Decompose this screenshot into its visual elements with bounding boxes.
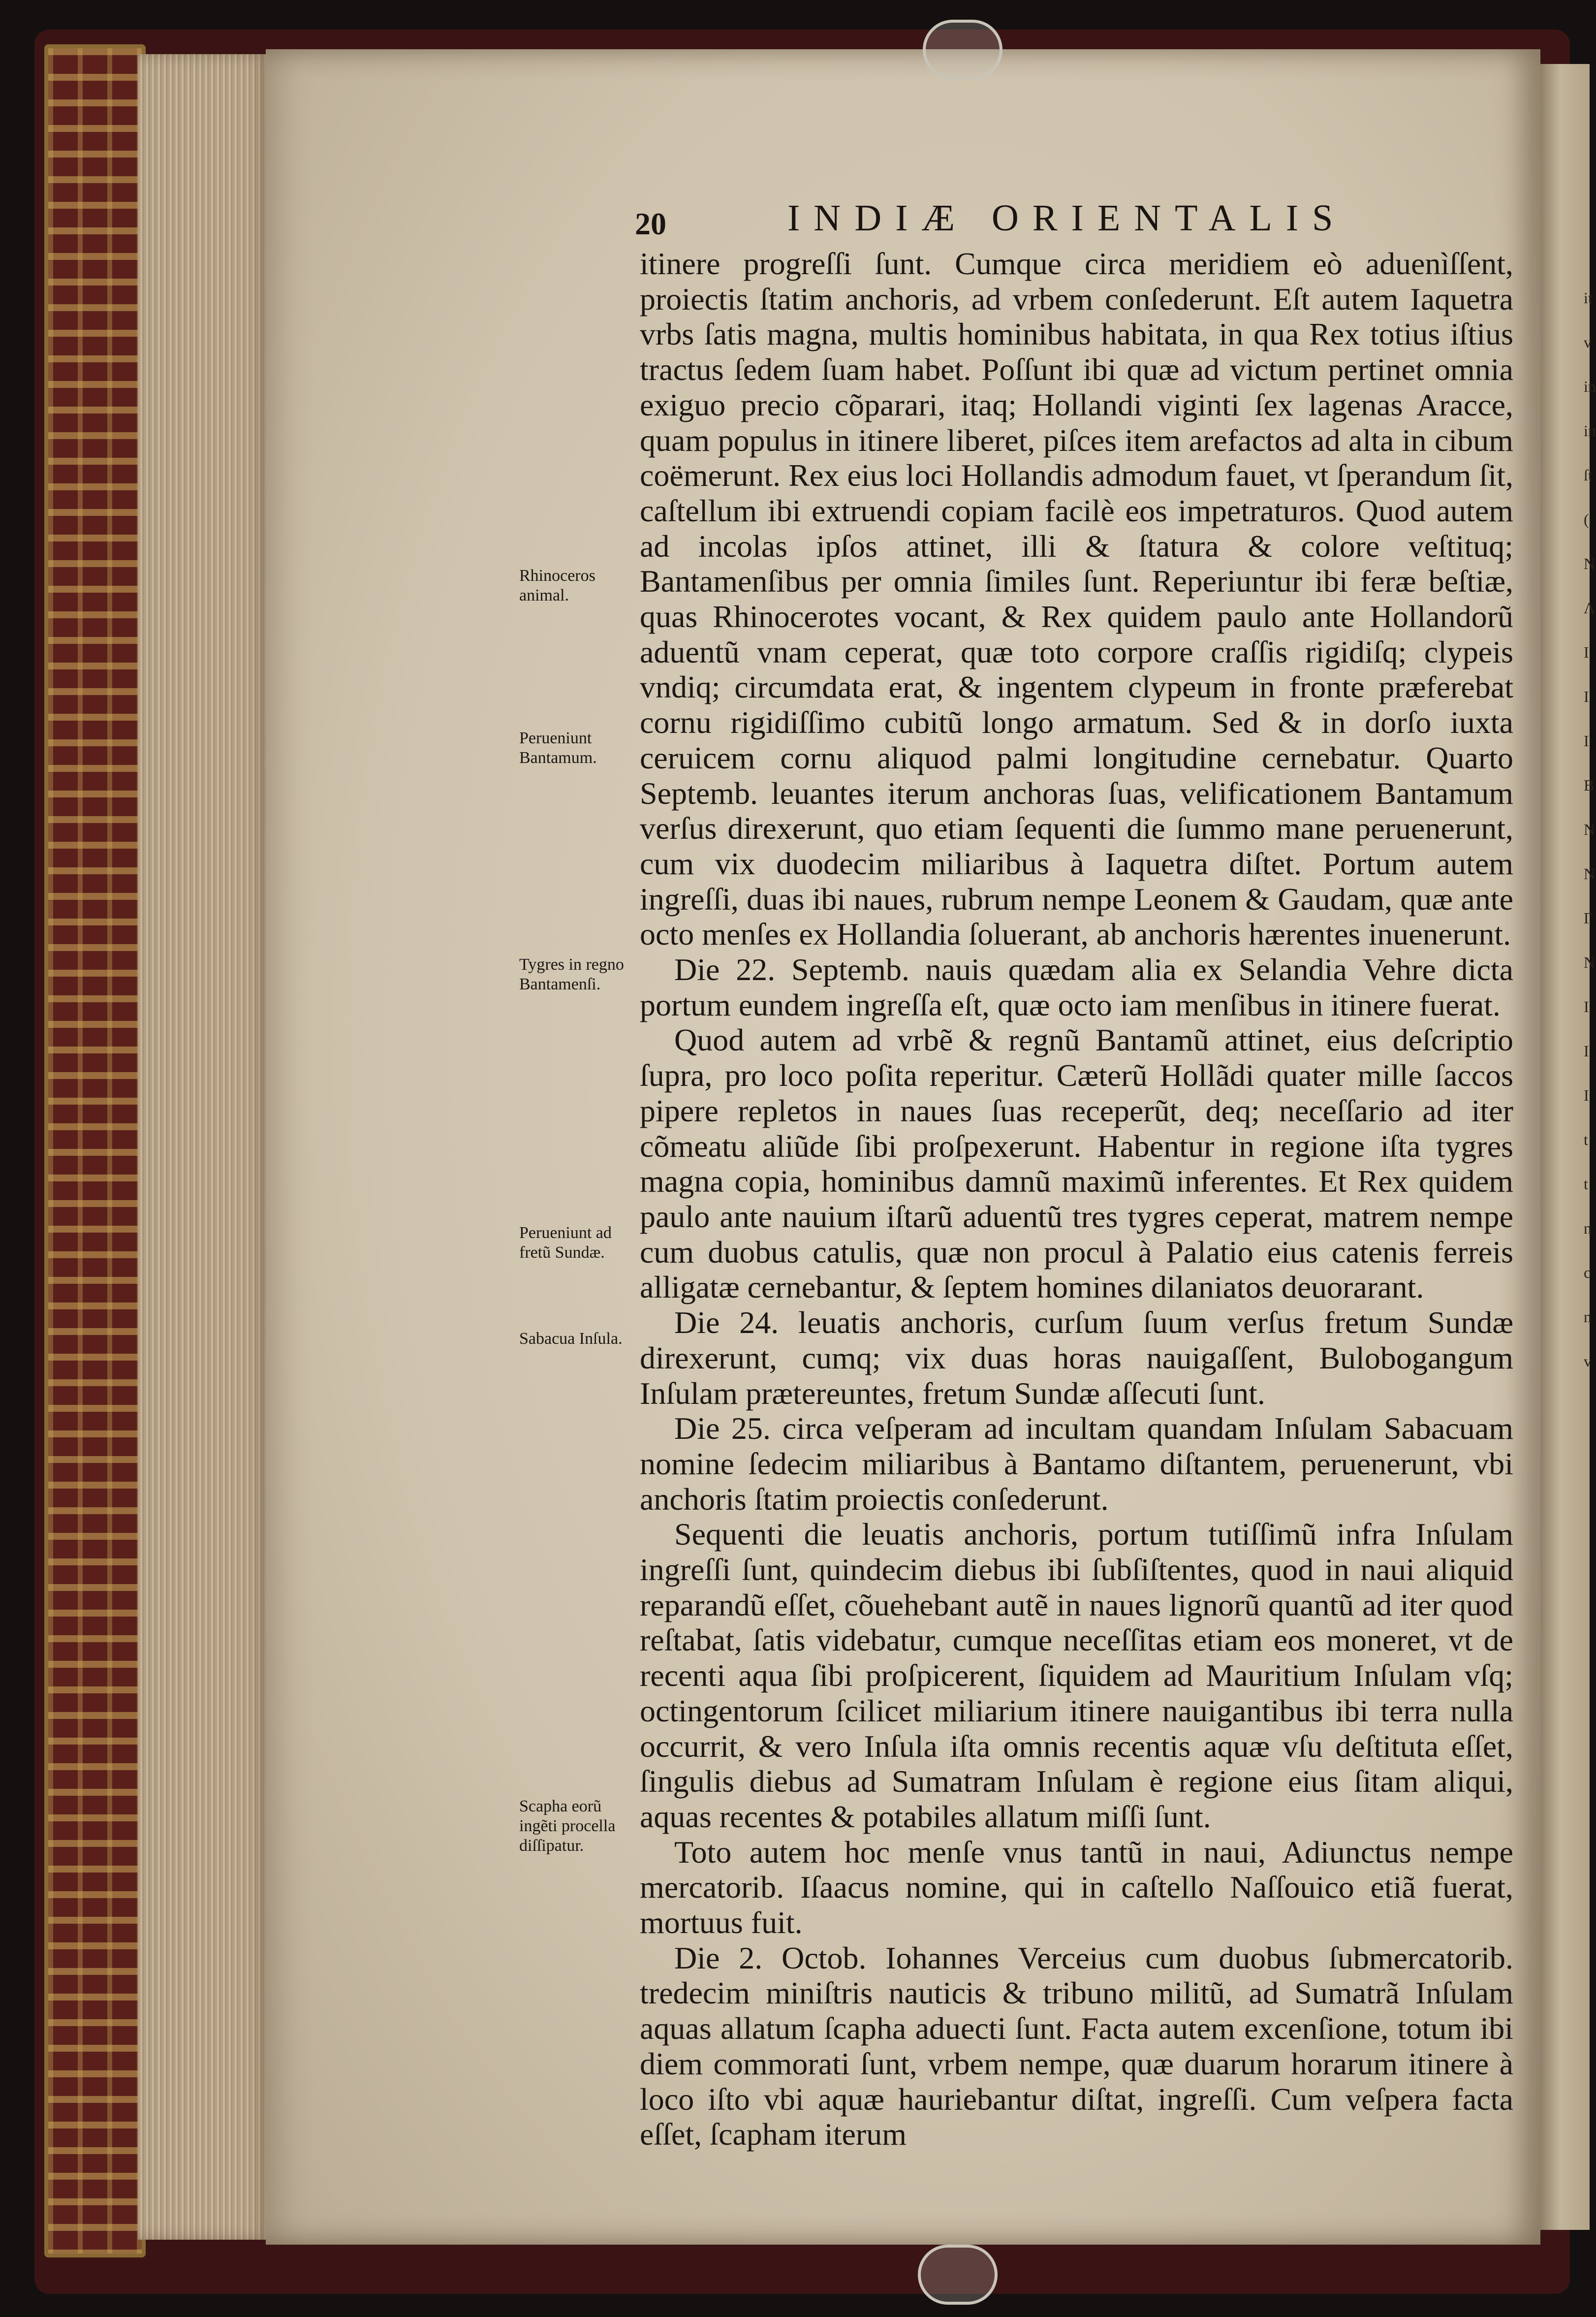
margin-note: Rhinoceros animal.	[519, 567, 595, 604]
paragraph: Quod autem ad vrbẽ & regnũ Bantamũ attinet, eius deſcriptio ſupra, pro loco poſita reperitur. Cæterũ Hollãdi quater mille ſaccos pipere repletos in naues ſuas receperũt, deq; neceſſario ad iter cõmeatu aliũde ſibi proſpexerunt. Habentur in regione iſta tygres magna copia, hominibus damnũ maximũ inferentes. Et Rex quidem paulo ante nauium iſtarũ aduentũ tres tygres ceperat, matrem nempe cum duobus catulis, quæ non procul à Palatio eius catenis ferreis alligatæ cernebantur, & ſeptem homines dilaniatos deuorarant.	[640, 1022, 1513, 1305]
facing-page-fragment: in	[1584, 422, 1596, 440]
paragraph: Toto autem hoc menſe vnus tantũ in naui, Adiunctus nempe mercatorib. Iſaacus nomine, qui in caſtello Naſſouico etiã fuerat, mortuus fuit.	[640, 1834, 1513, 1940]
margin-note: Scapha eorũ ingẽti procella diſſipatur.	[519, 1797, 616, 1855]
facing-page-fragment: v	[1584, 1352, 1592, 1370]
facing-page-fragment: n	[1584, 1308, 1592, 1326]
margin-note: Sabacua Inſula.	[519, 1330, 623, 1348]
facing-page-fragment: I	[1584, 1086, 1589, 1104]
facing-page-fragment: t	[1584, 1131, 1588, 1148]
facing-page-fragment: N	[1584, 821, 1596, 838]
paragraph: Sequenti die leuatis anchoris, portum tutiſſimũ infra Inſulam ingreſſi ſunt, quindecim diebus ibi ſubſiſtentes, quod in naui aliquid reparandũ eſſet, cõuehebant autẽ in naues lignorũ quantũ ad iter quod reſtabat, ſatis videbatur, cumque neceſſitas etiam eos moneret, vt de recenti aqua ſibi proſpicerent, ſiquidem ad Mauritium Inſulam vſq; octingentorum ſcilicet miliarium itinere nauigantibus ibi terra nulla occurrit, & vero Inſula iſta omnis recentis aquæ vſu deſtituta eſſet, ſingulis diebus ad Sumatram Inſulam è regione eius ſitam aliqui, aquas recentes & potabiles allatum miſſi ſunt.	[640, 1517, 1513, 1834]
facing-page-fragment: n	[1584, 1219, 1592, 1237]
paragraph: Die 24. leuatis anchoris, curſum ſuum verſus fretum Sundæ direxerunt, cumq; vix duas horas nauigaſſent, Bulobogangum Inſulam prætereuntes, fretum Sundæ aſſecuti ſunt.	[640, 1305, 1513, 1411]
facing-page-fragment: I	[1584, 688, 1589, 705]
facing-page-edge-text	[1584, 276, 1595, 1383]
facing-page-fragment: I	[1584, 643, 1589, 661]
page-clip-top	[923, 20, 1002, 80]
facing-page-fragment: in	[1584, 378, 1596, 395]
facing-page-fragment: B	[1584, 776, 1595, 794]
body-text	[640, 246, 1513, 2152]
facing-page-fragment: t	[1584, 1175, 1588, 1193]
facing-page-fragment: c	[1584, 1264, 1591, 1281]
facing-page-fragment: it	[1584, 289, 1593, 307]
paragraph: Die 25. circa veſperam ad incultam quandam Inſulam Sabacuam nomine ſedecim miliaribus à Bantamo diſtantem, peruenerunt, vbi anchoris ſtatim proiectis conſederunt.	[640, 1411, 1513, 1517]
facing-page-fragment: I	[1584, 732, 1589, 750]
page-number: 20	[635, 206, 666, 241]
facing-page-fragment: N	[1584, 953, 1596, 971]
facing-page-fragment: I	[1584, 998, 1589, 1016]
page-block-edge	[138, 54, 271, 2240]
running-head-title: INDIÆ ORIENTALIS	[787, 197, 1347, 239]
facing-page-fragment: Λ	[1584, 599, 1596, 617]
facing-page-fragment: ſt	[1584, 466, 1593, 484]
paragraph: Die 22. Septemb. nauis quædam alia ex Selandia Vehre dicta portum eundem ingreſſa eſt, quæ octo iam menſibus in itinere fuerat.	[640, 952, 1513, 1022]
facing-page-fragment: Γ	[1584, 909, 1593, 927]
margin-note: Tygres in regno Bantamenſi.	[519, 955, 624, 993]
facing-page-edge	[1540, 64, 1590, 2230]
margin-note: Perueniunt ad fretũ Sundæ.	[519, 1224, 612, 1262]
paragraph: itinere progreſſi ſunt. Cumque circa meridiem eò aduenìſſent, proiectis ſtatim anchoris, ad vrbem conſederunt. Eſt autem Iaquetra vrbs ſatis magna, multis hominibus habitata, in qua Rex totius iſtius tractus ſedem ſuam habet. Poſſunt ibi quæ ad victum pertinet omnia exiguo precio cõparari, itaq; Hollandi viginti ſex lagenas Aracce, quam populus in itinere liberet, piſces item arefactos ad alta in cibum coëmerunt. Rex eius loci Hollandis admodum fauet, vt ſperandum ſit, caſtellum ibi extruendi copiam facilè eos impetraturos. Quod autem ad incolas ipſos attinet, illi & ſtatura & colore veſtituq; Bantamenſibus per omnia ſimiles ſunt. Reperiuntur ibi feræ beſtiæ, quas Rhinocerotes vocant, & Rex quidem paulo ante Hollandorũ aduentũ vnam ceperat, quæ toto corpore craſſis rigidiſq; clypeis vndiq; circumdata erat, & ingentem clypeum in fronte præferebat cornu rigidiſſimo cubitũ longo armatum. Sed & in dorſo iuxta ceruicem cornu aliquod palmi longitudine cernebatur. Quarto Septemb. leuantes iterum anchoras ſuas, velificationem Bantamum verſus direxerunt, quo etiam ſequenti die ſummo mane peruenerunt, cum vix duodecim miliaribus à Iaquetra diſtet. Portum autem ingreſſi, duas ibi naues, rubrum nempe Leonem & Gaudam, quæ ante octo menſes ex Hollandia ſoluerant, ab anchoris hærentes inuenerunt.	[640, 246, 1513, 952]
margin-note: Perueniunt Bantamum.	[519, 729, 597, 767]
facing-page-fragment: (	[1584, 510, 1589, 528]
gilt-tooled-spine-edge	[44, 44, 146, 2257]
running-head	[635, 197, 1422, 251]
facing-page-fragment: N	[1584, 555, 1596, 572]
facing-page-fragment: N	[1584, 865, 1596, 883]
page-clip-bottom	[918, 2245, 998, 2305]
facing-page-fragment: I	[1584, 1042, 1589, 1060]
facing-page-fragment: v	[1584, 333, 1592, 351]
paragraph: Die 2. Octob. Iohannes Verceius cum duobus ſubmercatorib. tredecim miniſtris nauticis & tribuno militũ, ad Sumatrã Inſulam aquas allatum ſcapha aduecti ſunt. Facta autem excenſione, totum ibi diem commorati ſunt, vrbem nempe, quæ duarum horarum itinere à loco iſto vbi aquæ hauriebantur diſtat, ingreſſi. Cum veſpera facta eſſet, ſcapham iterum	[640, 1940, 1513, 2152]
